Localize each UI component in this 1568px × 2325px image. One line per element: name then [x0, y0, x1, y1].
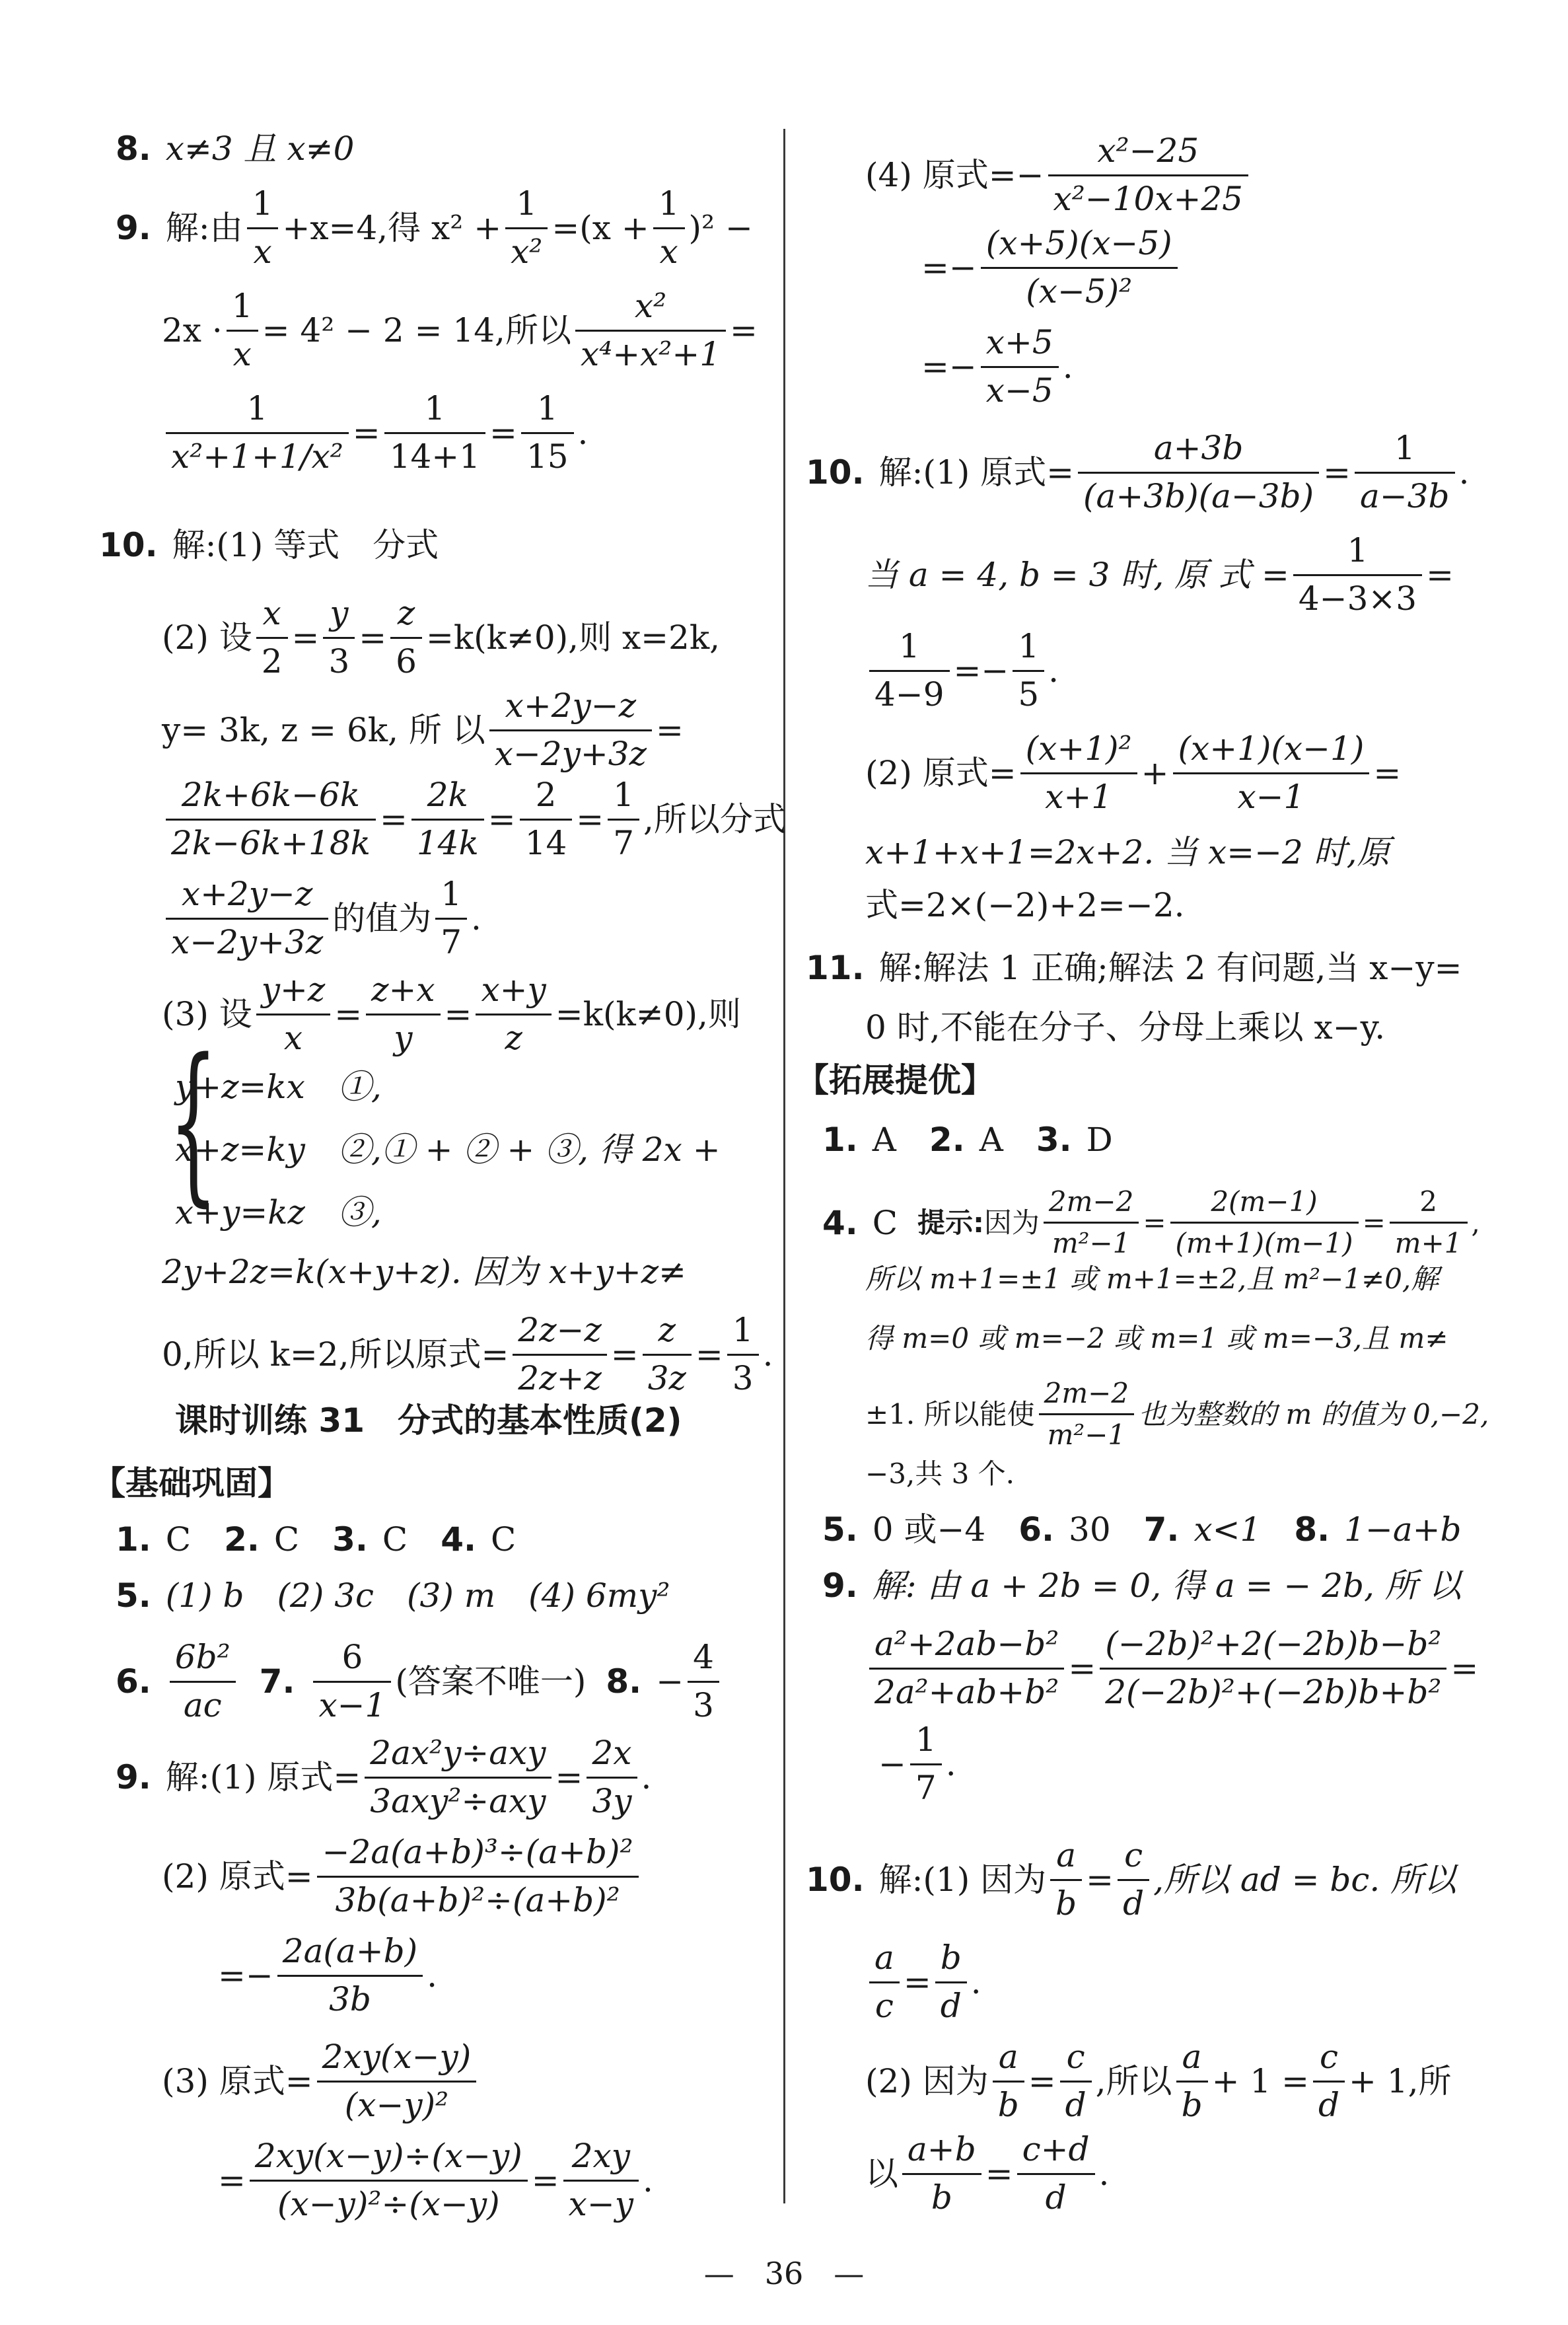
fraction: $\frac{a}{b}$: [993, 2038, 1024, 2124]
fraction: $\frac{a}{b}$: [1176, 2038, 1208, 2124]
fraction: $\frac{1}{7}$: [608, 776, 639, 862]
answer-r4-line1: (4) 原式=− $\frac{\text{x²−25}}{\text{x²−10x+25}}$: [865, 132, 1252, 218]
fraction: $\frac{(x+1)(x-1)}{x-1}$: [1173, 730, 1370, 816]
fraction: $\frac{1}{15}$: [521, 390, 574, 476]
fraction: $\frac{y+z}{x}$: [256, 971, 330, 1057]
fraction: $\frac{x+5}{x-5}$: [981, 324, 1059, 410]
answer-10-line3: y= 3k, z = 6k, 所 以 $\frac{x+2y-z}{x-2y+3z}$ =: [162, 686, 684, 773]
answer-9-line3: $\frac{1}{\text{x²+1+1/x²}}$ = $\frac{1}{14+1}$ = $\frac{1}{15}$ .: [162, 390, 588, 476]
section-extend: 【拓展提优】: [796, 1061, 994, 1099]
answer-10-line9: 0,所以 k=2,所以原式= $\frac{2z-z}{2z+z}$ = $\frac{z}{3z}$ = $\frac{1}{3}$ .: [162, 1311, 773, 1397]
fraction: $\frac{2(m-1)}{(m+1)(m-1)}$: [1170, 1186, 1359, 1260]
answer-10-line4: $\frac{2k+6k-6k}{2k-6k+18k}$ = $\frac{2k}{14k}$ = $\frac{2}{14}$ = $\frac{1}{7}$ ,所以分式: [162, 776, 786, 862]
fraction: $\frac{c}{d}$: [1313, 2038, 1345, 2124]
fraction: $\frac{(x+5)(x-5)}{\text{(x−5)²}}$: [981, 225, 1178, 311]
fraction: $\frac{c}{d}$: [1060, 2038, 1092, 2124]
answer-9b-line1: 9. 解:(1) 原式= $\frac{\text{2ax²y÷axy}}{\text{3axy²÷axy}}$ = $\frac{2x}{3y}$ .: [116, 1734, 652, 1820]
fraction: $\frac{2k}{14k}$: [411, 776, 484, 862]
fraction: $\frac{1}{5}$: [1013, 628, 1044, 714]
answer-9b-line2: (2) 原式= $\frac{\text{−2a(a+b)³÷(a+b)²}}{\text{3b(a+b)²÷(a+b)²}}$: [162, 1833, 643, 1919]
fraction: $\frac{y}{3}$: [323, 595, 355, 681]
answer-c4-line1: 4. C 提示: 因为 $\frac{2m-2}{\text{m²−1}}$ = $\frac{2(m-1)}{(m+1)(m-1)}$ = $\frac{2}{m+1}$ ,: [822, 1185, 1480, 1260]
answers-c5-8: 5. 0 或−4 6. 30 7. x<1 8. 1−a+b: [822, 1510, 1462, 1549]
system-eq1: y+z=kx ①,: [175, 1068, 382, 1106]
answer-c4-line2: 所以 m+1=±1 或 m+1=±2,且 m²−1≠0,解: [865, 1263, 1439, 1295]
answer-c9-line1: 9. 解: 由 a + 2b = 0, 得 a = − 2b, 所 以: [822, 1567, 1462, 1605]
fraction: $\frac{x+2y-z}{x-2y+3z}$: [489, 687, 652, 773]
answer-9b-line5: = $\frac{2xy(x-y)\div(x-y)}{\text{(x−y)²÷(x−y)}}$ = $\frac{2xy}{x-y}$ .: [218, 2137, 653, 2223]
fraction: $\frac{\text{x²−25}}{\text{x²−10x+25}}$: [1048, 132, 1248, 218]
answer-8: 8. x≠3 且 x≠0: [116, 129, 355, 168]
fraction: $\frac{z}{3z}$: [643, 1311, 692, 1397]
fraction: $\frac{\text{x²}}{\text{x⁴+x²+1}}$: [575, 287, 726, 373]
fraction: $\frac{z+x}{y}$: [366, 971, 440, 1057]
answer-9-line1: 9. 解:由 $\frac{1}{x}$ +x=4,得 x² + $\frac{1}{\text{x²}}$ =(x + $\frac{1}{x}$ )² −: [116, 184, 753, 271]
answer-r10-line4: (2) 原式= $\frac{\text{(x+1)²}}{x+1}$ + $\frac{(x+1)(x-1)}{x-1}$ =: [865, 729, 1402, 816]
fraction: $\frac{2a(a+b)}{3b}$: [277, 1933, 423, 2018]
answers-c1-3: 1. A 2. A 3. D: [822, 1121, 1113, 1159]
answer-c4-line4: ±1. 所以能使 $\frac{2m-2}{\text{m²−1}}$ 也为整数的 m 的值为 0,−2,: [865, 1377, 1489, 1452]
answer-c10-line1: 10. 解:(1) 因为 $\frac{a}{b}$ = $\frac{c}{d}$ ,所以 ad = bc. 所以: [806, 1836, 1457, 1923]
system-eq3: x+y=kz ③,: [175, 1193, 382, 1232]
answer-10-line1: 10. 解:(1) 等式 分式: [99, 526, 439, 564]
answer-r11-line2: 0 时,不能在分子、分母上乘以 x−y.: [865, 1008, 1386, 1047]
answer-c4-line3: 得 m=0 或 m=−2 或 m=1 或 m=−3,且 m≠: [865, 1322, 1448, 1354]
answer-10-line8: 2y+2z=k(x+y+z). 因为 x+y+z≠: [162, 1253, 687, 1291]
answer-c10-line4: 以 $\frac{a+b}{b}$ = $\frac{c+d}{d}$ .: [865, 2130, 1110, 2217]
fraction: $\frac{\text{(−2b)²+2(−2b)b−b²}}{\text{2(−2b)²+(−2b)b+b²}}$: [1100, 1625, 1446, 1711]
fraction: $\frac{b}{d}$: [935, 1939, 967, 2025]
fraction: $\frac{a+3b}{(a+3b)(a-3b)}$: [1078, 429, 1319, 515]
fraction: $\frac{2m-2}{\text{m²−1}}$: [1039, 1378, 1134, 1452]
fraction: $\frac{2}{14}$: [520, 776, 573, 862]
fraction: $\frac{\text{−2a(a+b)³÷(a+b)²}}{\text{3b(a+b)²÷(a+b)²}}$: [317, 1833, 639, 1919]
fraction: $\frac{x+2y-z}{x-2y+3z}$: [166, 875, 328, 961]
fraction: $\frac{\text{(x+1)²}}{x+1}$: [1020, 730, 1137, 816]
answer-r10-line3: $\frac{1}{4-9}$ =− $\frac{1}{5}$ .: [865, 628, 1059, 714]
fraction: $\frac{x+y}{z}$: [476, 971, 551, 1057]
answer-r10-line5: x+1+x+1=2x+2. 当 x=−2 时,原: [865, 833, 1390, 871]
answer-r10-line1: 10. 解:(1) 原式= $\frac{a+3b}{(a+3b)(a-3b)}$ = $\frac{1}{a-3b}$ .: [806, 429, 1470, 515]
answer-9b-line3: =− $\frac{2a(a+b)}{3b}$ .: [218, 1932, 438, 2018]
fraction: $\frac{z}{6}$: [390, 595, 422, 681]
left-brace: {: [168, 1023, 218, 1222]
answer-10-line5: $\frac{x+2y-z}{x-2y+3z}$ 的值为 $\frac{1}{7}$ .: [162, 875, 481, 961]
fraction: $\frac{1}{x}$: [227, 287, 258, 373]
fraction: $\frac{1}{\text{x²}}$: [505, 185, 548, 271]
fraction: $\frac{c+d}{d}$: [1017, 2131, 1095, 2217]
fraction: $\frac{6}{x-1}$: [313, 1639, 391, 1724]
fraction: $\frac{a+b}{b}$: [902, 2131, 981, 2217]
answer-10-line2: (2) 设 $\frac{x}{2}$ = $\frac{y}{3}$ = $\frac{z}{6}$ =k(k≠0),则 x=2k,: [162, 594, 721, 681]
fraction: $\frac{2xy}{x-y}$: [563, 2137, 639, 2223]
fraction: $\frac{1}{14+1}$: [384, 390, 485, 476]
fraction: $\frac{\text{2ax²y÷axy}}{\text{3axy²÷axy}}$: [365, 1734, 551, 1820]
lesson-title: 课时训练 31 分式的基本性质(2): [175, 1401, 682, 1440]
fraction: $\frac{\text{6b²}}{ac}$: [170, 1639, 236, 1724]
answer-5: 5. (1) b (2) 3c (3) m (4) 6my²: [116, 1576, 670, 1615]
answer-r10-line6: 式=2×(−2)+2=−2.: [865, 886, 1185, 924]
fraction: $\frac{1}{4-9}$: [869, 628, 950, 714]
section-basic: 【基础巩固】: [92, 1464, 291, 1502]
fraction: $\frac{2xy(x-y)}{\text{(x−y)²}}$: [317, 2038, 477, 2124]
fraction: $\frac{1}{7}$: [435, 875, 467, 961]
page-number: — 36 —: [703, 2256, 865, 2291]
fraction: $\frac{4}{3}$: [688, 1639, 719, 1724]
answers-6-8: 6. $\frac{\text{6b²}}{ac}$ 7. $\frac{6}{x-1}$ (答案不唯一) 8. − $\frac{4}{3}$: [116, 1639, 723, 1724]
fraction: $\frac{2}{m+1}$: [1390, 1186, 1468, 1260]
fraction: $\frac{x}{2}$: [256, 595, 288, 681]
fraction: $\frac{2k+6k-6k}{2k-6k+18k}$: [166, 776, 376, 862]
fraction: $\frac{1}{4-3\times 3}$: [1293, 532, 1422, 618]
answer-c9-line2: $\frac{\text{a²+2ab−b²}}{\text{2a²+ab+b²}}$ = $\frac{\text{(−2b)²+2(−2b)b−b²}}{\text{2(−2b)²+(−2b)b+b²}}$ =: [865, 1625, 1478, 1711]
fraction: $\frac{1}{x}$: [247, 185, 279, 271]
answer-c9-line3: − $\frac{1}{7}$ .: [878, 1720, 956, 1807]
fraction: $\frac{a}{b}$: [1050, 1837, 1082, 1923]
fraction: $\frac{\text{a²+2ab−b²}}{\text{2a²+ab+b²}}$: [869, 1625, 1064, 1711]
answer-r10-line2: 当 a = 4, b = 3 时, 原 式 = $\frac{1}{4-3\times 3}$ =: [865, 531, 1454, 618]
answer-c10-line2: $\frac{a}{c}$ = $\frac{b}{d}$ .: [865, 1939, 981, 2025]
answer-9b-line4: (3) 原式= $\frac{2xy(x-y)}{\text{(x−y)²}}$: [162, 2038, 480, 2124]
fraction: $\frac{2z-z}{2z+z}$: [513, 1311, 606, 1397]
answer-r11-line1: 11. 解:解法 1 正确;解法 2 有问题,当 x−y=: [806, 949, 1462, 987]
fraction: $\frac{1}{\text{x²+1+1/x²}}$: [166, 390, 349, 476]
fraction: $\frac{1}{x}$: [653, 185, 685, 271]
answer-c10-line3: (2) 因为 $\frac{a}{b}$ = $\frac{c}{d}$ ,所以 $\frac{a}{b}$ + 1 = $\frac{c}{d}$ + 1,所: [865, 2038, 1452, 2124]
fraction: $\frac{1}{7}$: [910, 1721, 942, 1807]
fraction: $\frac{1}{a-3b}$: [1355, 429, 1455, 515]
fraction: $\frac{a}{c}$: [869, 1939, 900, 2025]
answer-10-line6: (3) 设 $\frac{y+z}{x}$ = $\frac{z+x}{y}$ = $\frac{x+y}{z}$ =k(k≠0),则: [162, 971, 741, 1057]
answer-c4-line5: −3,共 3 个.: [865, 1458, 1015, 1490]
answer-r4-line3: =− $\frac{x+5}{x-5}$ .: [921, 323, 1073, 410]
column-divider: [783, 129, 785, 2203]
fraction: $\frac{2m-2}{\text{m²−1}}$: [1044, 1186, 1139, 1260]
system-eq2: x+z=ky ②,① + ② + ③, 得 2x +: [175, 1130, 721, 1169]
fraction: $\frac{2xy(x-y)\div(x-y)}{\text{(x−y)²÷(x−y)}}$: [250, 2137, 528, 2223]
fraction: $\frac{1}{3}$: [727, 1311, 759, 1397]
fraction: $\frac{c}{d}$: [1118, 1837, 1149, 1923]
answer-r4-line2: =− $\frac{(x+5)(x-5)}{\text{(x−5)²}}$: [921, 225, 1182, 311]
answers-1-4: 1. C 2. C 3. C 4. C: [116, 1520, 517, 1559]
fraction: $\frac{2x}{3y}$: [587, 1734, 637, 1820]
answer-9-line2: 2x · $\frac{1}{x}$ = 4² − 2 = 14,所以 $\frac{\text{x²}}{\text{x⁴+x²+1}}$ =: [162, 287, 758, 373]
